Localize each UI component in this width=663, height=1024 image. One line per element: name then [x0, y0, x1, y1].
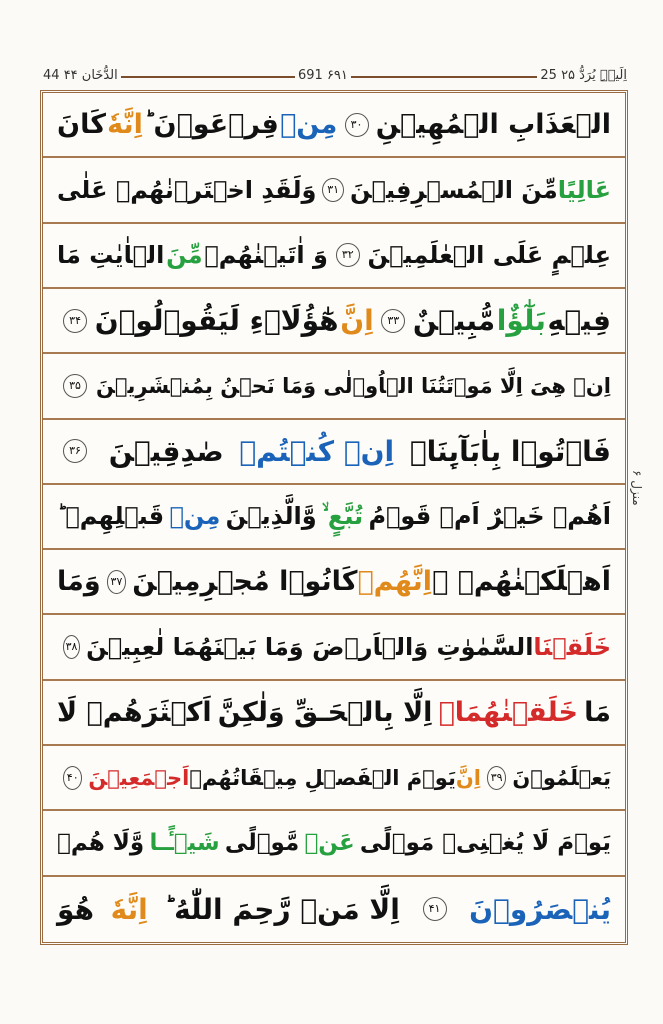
text-line — [43, 354, 625, 419]
ayah-marker: ۴۱ — [423, 897, 447, 921]
verse-text: خَلَقۡنٰهُمَاۤ — [438, 696, 578, 728]
verse-text: الۡاٰيٰتِ مَا — [57, 241, 165, 270]
verse-text: عَنۡ — [304, 830, 355, 857]
text-line — [43, 746, 625, 811]
verse-text: يَوۡمَ لَا يُغۡنِىۡ مَوۡلًى — [359, 830, 611, 857]
verse-text: يَعۡلَمُوۡنَ — [512, 765, 611, 790]
verse-text: صٰدِقِيۡنَ — [108, 434, 224, 468]
verse-text: كَانَ — [57, 109, 106, 141]
verse-text: بَلٰٓؤٌا — [496, 304, 546, 338]
verse-text: اَهُمۡ خَيۡرٌ اَمۡ قَوۡمُ — [368, 502, 611, 531]
text-line — [43, 158, 625, 223]
verse-text: اِنَّهُمۡ — [357, 566, 433, 598]
verse-text: اَجۡمَعِيۡنَ — [88, 765, 190, 790]
verse-text: شَيۡـًٔـا — [149, 830, 220, 857]
verse-text: تُبَّعٍ ۙ — [321, 502, 364, 531]
ayah-marker: ۳۲ — [336, 243, 360, 267]
verse-text: فِيۡهِ — [547, 304, 611, 338]
verse-text: قَبۡلِهِمۡ ؕ — [57, 502, 165, 531]
verse-text: اِنۡ هِىَ اِلَّا مَوۡتَتُنَا الۡاُوۡلٰى وَمَا نَحۡنُ بِمُنۡشَرِيۡنَ — [95, 373, 611, 398]
header-right: 25 اِلَیۡہِ یُرَدُّ ۲۵ — [537, 66, 630, 86]
verse-text: وَمَا — [57, 566, 101, 598]
verse-text: اِلَّا بِالۡحَـقِّ وَلٰكِنَّ — [217, 696, 433, 728]
verse-text: السَّمٰوٰتِ وَالۡاَرۡضَ وَمَا بَيۡنَهُمَا لٰعِبِيۡنَ — [86, 633, 534, 662]
verse-text: اِنَّ — [455, 765, 481, 790]
verse-text: اِلَّا مَنۡ رَّحِمَ اللّٰهُ ؕ — [164, 892, 400, 926]
side-label: منزل ۶ — [630, 470, 644, 506]
ayah-marker: ۳۸ — [63, 635, 80, 659]
ayah-marker: ۳۵ — [63, 374, 87, 398]
text-line — [43, 289, 625, 354]
verse-text: عِلۡمٍ عَلَى الۡعٰلَمِيۡنَ — [367, 241, 611, 270]
verse-text: مِنۡ — [280, 109, 338, 141]
text-line — [43, 485, 625, 550]
ayah-marker: ۳۳ — [381, 309, 405, 333]
ayah-marker: ۴۰ — [63, 766, 82, 790]
text-line — [43, 811, 625, 876]
verse-text: يَوۡمَ الۡفَصۡلِ مِيۡقَاتُهُمۡ — [189, 765, 456, 790]
ayah-marker: ۳۹ — [487, 766, 506, 790]
verse-text: كَانُوۡا مُجۡرِمِيۡنَ — [132, 566, 358, 598]
verse-text: عَالِيًا — [557, 175, 611, 204]
text-line — [43, 224, 625, 289]
verse-text: خَلَقۡنَا — [533, 633, 611, 662]
verse-text: مَا — [584, 696, 611, 728]
verse-text: اِنۡ كُنۡتُمۡ — [239, 434, 395, 468]
text-frame — [40, 90, 628, 945]
verse-text: هُوَ — [57, 892, 94, 926]
verse-text: مُّبِيۡنٌ — [412, 304, 496, 338]
verse-text: مَّوۡلًى — [224, 830, 300, 857]
ayah-marker: ۳۶ — [63, 439, 87, 463]
verse-text: وَّلَا هُمۡ — [57, 830, 145, 857]
verse-text: فَاۡتُوۡا بِاٰبَآٮِٕنَاۤ — [409, 434, 611, 468]
ayah-marker: ۳۷ — [107, 570, 127, 594]
verse-text: اِنَّهٗ — [110, 892, 148, 926]
verse-text: يُنۡصَرُوۡنَ — [469, 892, 611, 926]
ayah-marker: ۳۱ — [322, 178, 344, 202]
verse-text: فِرۡعَوۡنَ ؕ — [144, 109, 279, 141]
text-line — [43, 420, 625, 485]
verse-text: اِنَّ — [340, 304, 374, 338]
text-line — [43, 681, 625, 746]
verse-text: وَّالَّذِيۡنَ — [225, 502, 317, 531]
verse-text: مِّنَ الۡمُسۡرِفِيۡنَ — [349, 175, 558, 204]
verse-text: اَكۡثَرَهُمۡ لَا — [57, 696, 212, 728]
verse-text: مِّنَ — [166, 241, 203, 270]
text-line — [43, 877, 625, 942]
text-line — [43, 550, 625, 615]
text-line — [43, 615, 625, 680]
ayah-marker: ۳۰ — [345, 113, 369, 137]
verse-text: وَلَقَدِ اخۡتَرۡنٰهُمۡ عَلٰى — [57, 175, 317, 204]
verse-text: الۡعَذَابِ الۡمُهِيۡنِ — [375, 109, 611, 141]
verse-text: مِنۡ — [169, 502, 221, 531]
text-line — [43, 93, 625, 158]
verse-text: وَ اٰتَيۡنٰهُمۡ — [204, 241, 328, 270]
verse-text: اِنَّهٗ — [107, 109, 143, 141]
header-left: 44 الدُّخَان ۴۴ — [40, 66, 121, 86]
page-number: 691 ۶۹۱ — [295, 66, 351, 86]
verse-text: اَهۡلَكۡنٰهُمۡ ۡ — [432, 566, 611, 598]
ayah-marker: ۳۴ — [63, 309, 87, 333]
page-header — [40, 66, 630, 86]
verse-text: هٰٓؤُلَاۤءِ لَيَقُوۡلُوۡنَ — [94, 304, 339, 338]
